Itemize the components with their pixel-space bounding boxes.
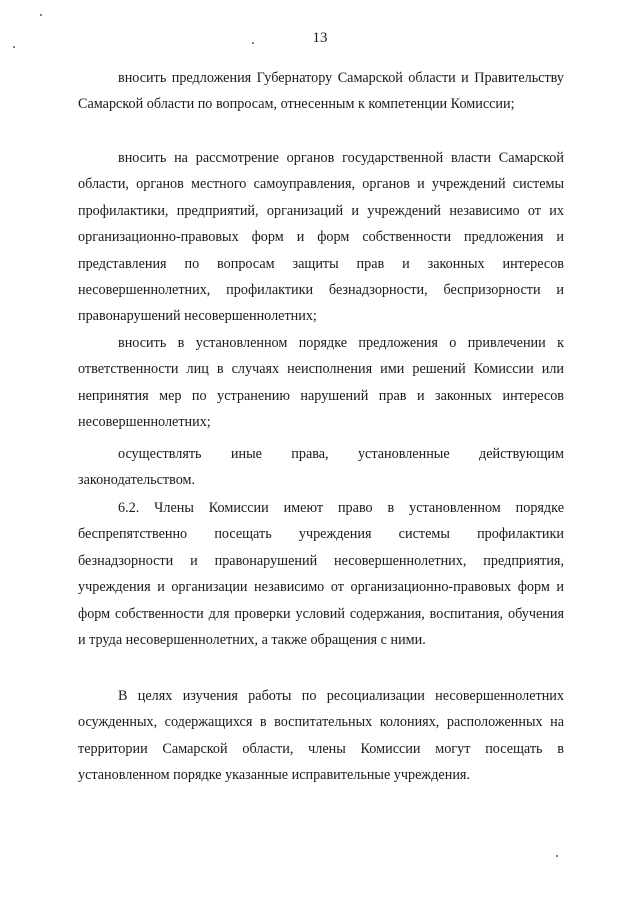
scan-speck <box>40 14 42 16</box>
scan-speck <box>13 46 15 48</box>
paragraph-other-rights: осуществлять иные права, установленные действующим законодательством. <box>78 446 564 489</box>
page-number: 13 <box>312 30 328 46</box>
paragraph-proposals-governor: вносить предложения Губернатору Самарской области и Правительству Самарской области по вопросам, отнесенным к компетенции Комиссии; <box>78 70 564 113</box>
paragraph-colonies-visits: В целях изучения работы по ресоциализации несовершеннолетних осужденных, содержащихся в воспитательных колониях, расположенных на территории Самарской области, члены Комиссии могут посещать в установленном порядке указанные исправительные учреждения. <box>78 688 564 784</box>
paragraph-proposals-authorities: вносить на рассмотрение органов государственной власти Самарской области, органов местного самоуправления, органов и учреждений системы профилактики, предприятий, организаций и учреждений независимо от их организационно-правовых форм и форм собственности предложения и представления по вопросам защиты прав и законных интересов несовершеннолетних, профилактики безнадзорности, беспризорности и правонарушений несовершеннолетних; <box>78 150 564 325</box>
paragraph-section-6-2: 6.2. Члены Комиссии имеют право в установленном порядке беспрепятственно посещать учреждения системы профилактики безнадзорности и правонарушений несовершеннолетних, предприятия, учреждения и организации независимо от организационно-правовых форм и форм собственности для проверки условий содержания, воспитания, обучения и труда несовершеннолетних, а также обращения с ними. <box>78 500 564 649</box>
scan-speck <box>556 855 558 857</box>
paragraph-liability-proposals: вносить в установленном порядке предложения о привлечении к ответственности лиц в случаях неисполнения ими решений Комиссии или непринятия мер по устранению нарушений прав и законных интересов несовершеннолетних; <box>78 335 564 431</box>
scan-speck <box>252 42 254 44</box>
